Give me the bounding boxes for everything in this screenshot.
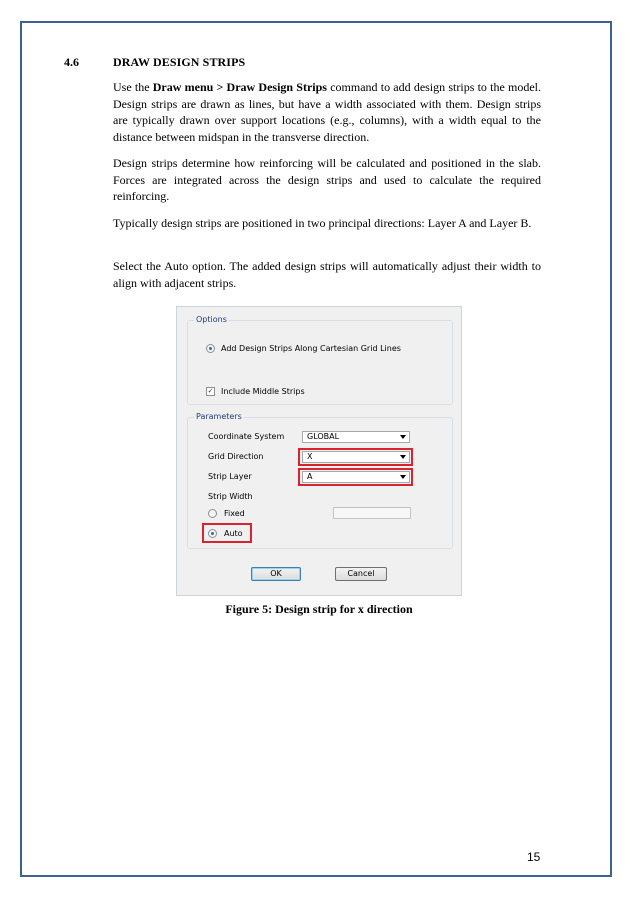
coordinate-system-value: GLOBAL bbox=[307, 432, 340, 441]
paragraph-2: Design strips determine how reinforcing will be calculated and positioned in the slab. Forces are integrated across the design strips and used to calculate the required reinforcing. bbox=[113, 156, 541, 204]
parameters-group-title: Parameters bbox=[196, 412, 242, 421]
auto-label: Auto bbox=[224, 529, 243, 538]
section-number: 4.6 bbox=[64, 55, 79, 69]
cartesian-radio[interactable] bbox=[206, 344, 215, 353]
ok-button[interactable]: OK bbox=[251, 567, 301, 581]
menu-path: Draw menu > Draw Design Strips bbox=[152, 80, 327, 94]
strip-width-label: Strip Width bbox=[208, 492, 253, 501]
fixed-label: Fixed bbox=[224, 509, 245, 518]
figure-caption: Figure 5: Design strip for x direction bbox=[225, 602, 413, 616]
strip-layer-label: Strip Layer bbox=[208, 472, 252, 481]
include-middle-strips-checkbox[interactable]: ✓ bbox=[207, 387, 214, 395]
chevron-down-icon bbox=[400, 435, 406, 439]
options-group bbox=[187, 315, 453, 405]
fixed-width-input[interactable] bbox=[333, 507, 411, 519]
grid-direction-highlight bbox=[298, 448, 413, 466]
parameters-group bbox=[187, 412, 453, 549]
fixed-radio[interactable] bbox=[208, 509, 217, 518]
grid-direction-label: Grid Direction bbox=[208, 452, 264, 461]
paragraph-3: Typically design strips are positioned in two principal directions: Layer A and Layer B. bbox=[113, 216, 532, 230]
section-title: DRAW DESIGN STRIPS bbox=[113, 55, 246, 69]
coordinate-system-select[interactable] bbox=[302, 431, 410, 443]
paragraph-1: Use the Draw menu > Draw Design Strips command to add design strips to the model. Design strips are drawn as lines, but have a width associated with them. Design strips are typically drawn over support locations (e.g., columns), with a width equal to the distance between midspan in the transverse direction. bbox=[113, 80, 541, 144]
paragraph-4: Select the Auto option. The added design strips will automatically adjust their width to align with adjacent strips. bbox=[113, 259, 541, 290]
strip-layer-highlight bbox=[298, 468, 413, 486]
grid-direction-value: X bbox=[307, 452, 313, 461]
coordinate-system-label: Coordinate System bbox=[208, 432, 285, 441]
strip-layer-value: A bbox=[307, 472, 313, 481]
draw-design-strips-dialog bbox=[176, 306, 462, 596]
page-number: 15 bbox=[527, 850, 541, 864]
cancel-button[interactable]: Cancel bbox=[335, 567, 387, 581]
auto-highlight bbox=[202, 523, 252, 543]
cartesian-option-label: Add Design Strips Along Cartesian Grid Lines bbox=[221, 344, 401, 353]
include-middle-strips-label: Include Middle Strips bbox=[221, 387, 305, 396]
options-group-title: Options bbox=[196, 315, 227, 324]
